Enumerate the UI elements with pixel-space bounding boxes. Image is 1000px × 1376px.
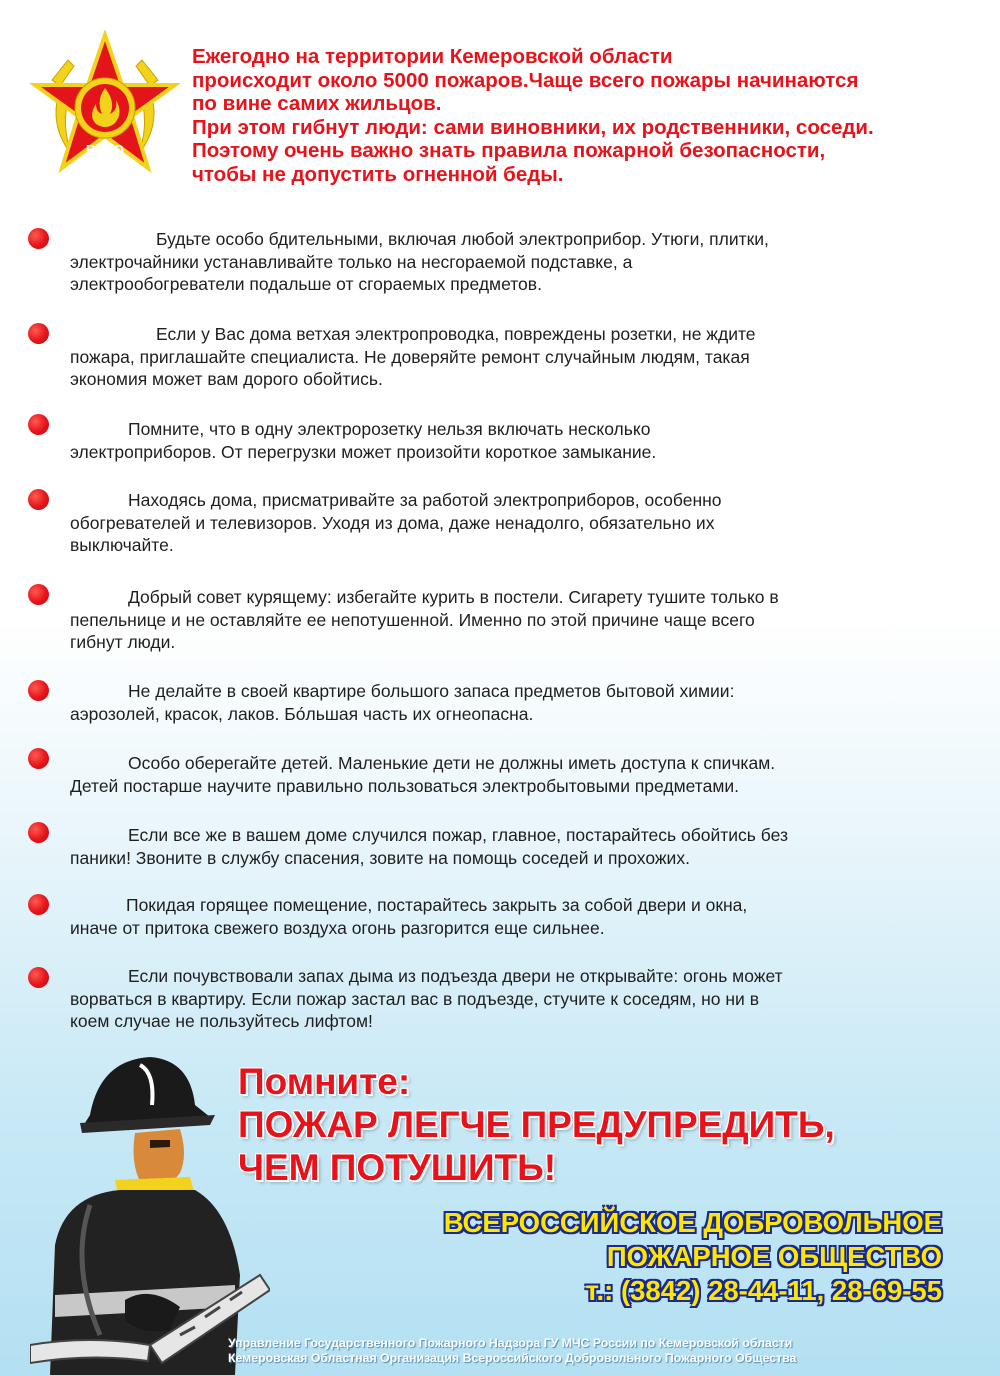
tip-text: Если у Вас дома ветхая электропроводка, повреждены розетки, не ждите пожара, приглашайте специалиста. Не доверяйте ремонт случайным людям, такая экономия может вам дорого обойтись. bbox=[70, 324, 756, 389]
tip-text: Помните, что в одну электророзетку нельзя включать несколько электроприборов. От перегрузки может произойти короткое замыкание. bbox=[70, 419, 657, 462]
bullet-icon bbox=[28, 489, 49, 510]
bullet-icon bbox=[28, 748, 49, 769]
bullet-icon bbox=[28, 228, 49, 249]
slogan-line: ПОЖАР ЛЕГЧЕ ПРЕДУПРЕДИТЬ, bbox=[238, 1104, 835, 1145]
organization-block bbox=[444, 1206, 942, 1308]
bullet-icon bbox=[28, 323, 49, 344]
tip-text: Если почувствовали запах дыма из подъезда двери не открывайте: огонь может ворваться в квартиру. Если пожар застал вас в подъезде, стучите к соседям, но ни в коем случае не пользуйтесь лифтом! bbox=[70, 966, 783, 1031]
footer-line: Управление Государственного Пожарного Надзора ГУ МЧС России по Кемеровской области bbox=[228, 1336, 793, 1350]
vdpo-logo bbox=[30, 30, 180, 180]
intro-line: по вине самих жильцов. bbox=[192, 92, 442, 115]
intro-line: происходит около 5000 пожаров.Чаще всего пожары начинаются bbox=[192, 68, 859, 92]
tip-text: Находясь дома, присматривайте за работой электроприборов, особенно обогревателей и телевизоров. Уходя из дома, даже ненадолго, обязательно их выключайте. bbox=[70, 490, 722, 555]
organization-phone: т.: (3842) 28-44-11, 28-69-55 bbox=[585, 1275, 942, 1306]
tip-text: Особо оберегайте детей. Маленькие дети не должны иметь доступа к спичкам. Детей постарше научите правильно пользоваться электробытовыми предметами. bbox=[70, 753, 776, 796]
tip-text: Не делайте в своей квартире большого запаса предметов бытовой химии: аэрозолей, красок, лаков. Бо́льшая часть их огнеопасна. bbox=[70, 681, 735, 724]
bullet-icon bbox=[28, 584, 49, 605]
firefighter-illustration bbox=[30, 1045, 270, 1375]
footer bbox=[228, 1336, 968, 1366]
intro-line: Ежегодно на территории Кемеровской области bbox=[192, 45, 673, 68]
tip-text: Будьте особо бдительными, включая любой электроприбор. Утюги, плитки, электрочайники устанавливайте только на несгораемой подставке, а электрообогреватели подальше от сгораемых предметов. bbox=[70, 229, 769, 294]
intro-line: Поэтому очень важно знать правила пожарной безопасности, bbox=[192, 139, 826, 162]
organization-name: ПОЖАРНОЕ ОБЩЕСТВО bbox=[606, 1241, 942, 1272]
slogan-line: ЧЕМ ПОТУШИТЬ! bbox=[238, 1147, 557, 1188]
tip-text: Добрый совет курящему: избегайте курить в постели. Сигарету тушите только в пепельнице и не оставляйте ее непотушенной. Именно по этой причине чаще всего гибнут люди. bbox=[70, 587, 779, 652]
intro-line: чтобы не допустить огненной беды. bbox=[192, 162, 564, 186]
slogan bbox=[238, 1060, 978, 1189]
bullet-icon bbox=[28, 894, 49, 915]
organization-name: ВСЕРОССИЙСКОЕ ДОБРОВОЛЬНОЕ bbox=[443, 1207, 942, 1238]
logo-text: ВДПО bbox=[86, 142, 124, 157]
intro-line: При этом гибнут люди: сами виновники, их родственники, соседи. bbox=[192, 115, 874, 139]
bullet-icon bbox=[28, 680, 49, 701]
tip-text: Если все же в вашем доме случился пожар, главное, постарайтесь обойтись без паники! Звоните в службу спасения, зовите на помощь соседей и прохожих. bbox=[70, 825, 788, 868]
intro-text bbox=[192, 45, 982, 186]
footer-line: Кемеровская Областная Организация Всероссийского Добровольного Пожарного Общества bbox=[228, 1351, 797, 1365]
bullet-icon bbox=[28, 967, 49, 988]
slogan-title: Помните: bbox=[238, 1061, 411, 1102]
tip-text: Покидая горящее помещение, постарайтесь закрыть за собой двери и окна, иначе от притока свежего воздуха огонь разгорится еще сильнее. bbox=[70, 895, 748, 938]
bullet-icon bbox=[28, 822, 49, 843]
bullet-icon bbox=[28, 414, 49, 435]
